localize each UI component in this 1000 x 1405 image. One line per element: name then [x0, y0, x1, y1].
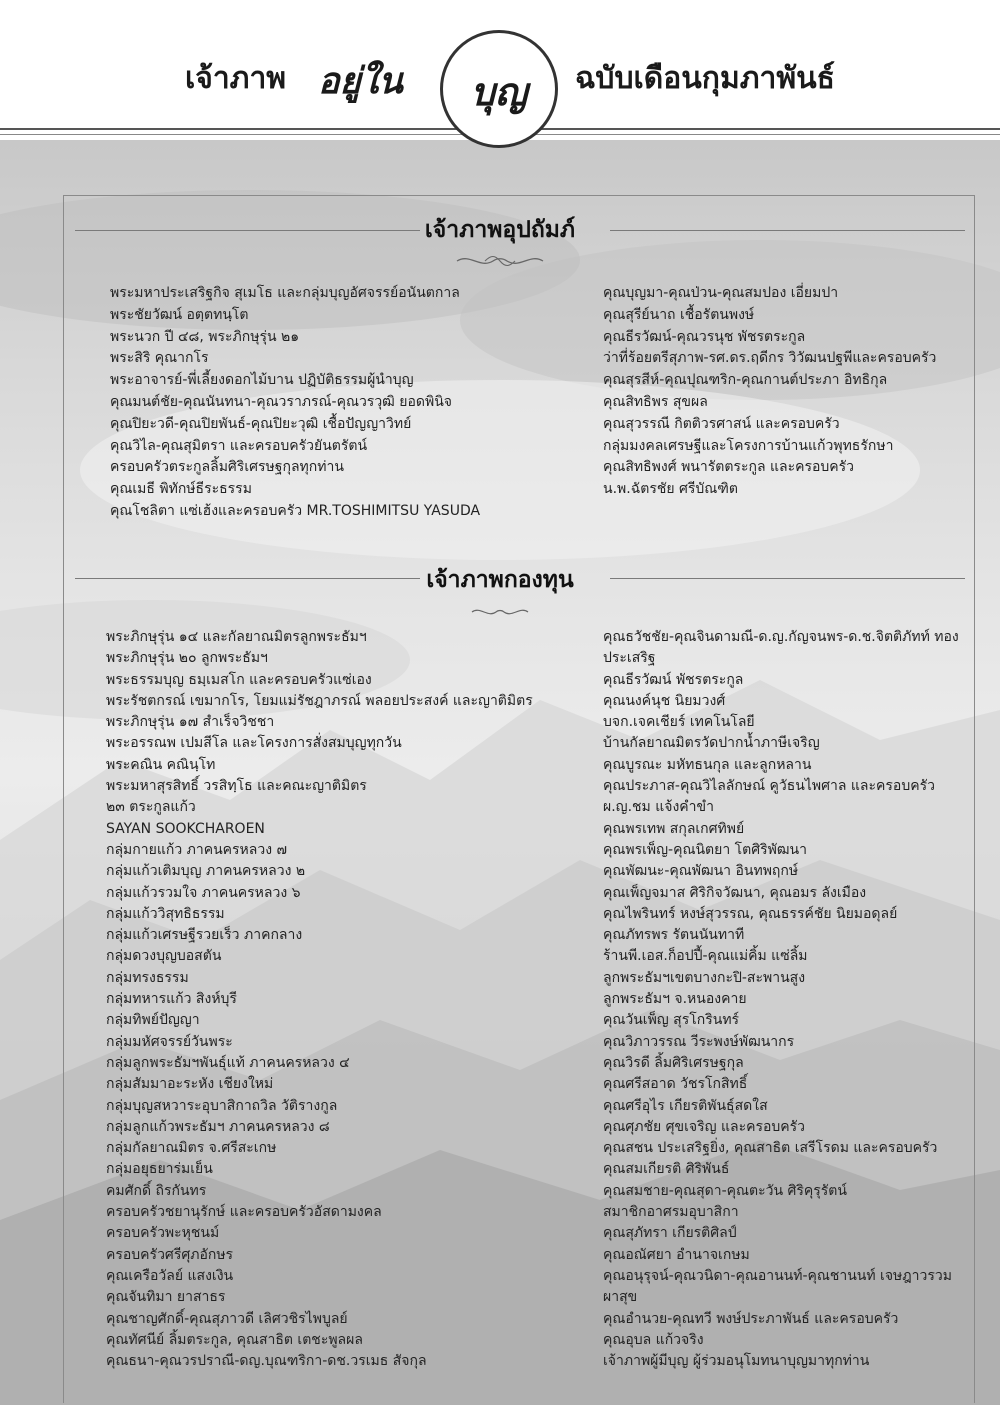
logo-text-left: อยู่ใน: [318, 60, 403, 102]
list-item: ครอบครัวพะหุชนม์: [106, 1225, 220, 1242]
list-item: คุณจันทิมา ยาสาธร: [106, 1289, 226, 1306]
list-item: คุณสมชาย-คุณสุดา-คุณตะวัน ศิริคุรุรัตน์: [603, 1182, 847, 1199]
ornament-divider-icon: [470, 605, 530, 619]
section-title-fund-sponsors: เจ้าภาพกองทุน: [426, 567, 574, 593]
list-item: กลุ่มสัมมาอะระหัง เชียงใหม่: [106, 1076, 274, 1093]
list-item: คุณอณัศยา อำนาจเกษม: [603, 1246, 750, 1263]
list-item: คุณสุวรรณี กิตติวรศาสน์ และครอบครัว: [603, 415, 840, 432]
fund-list-left: [106, 627, 586, 1372]
logo-circle: [440, 30, 558, 148]
list-item: คุณศุภชัย ศุขเจริญ และครอบครัว: [603, 1118, 806, 1135]
list-item: ครอบครัวตระกูลลิ้มศิริเศรษฐกุลทุกท่าน: [110, 459, 344, 476]
list-item: กลุ่มทหารแก้ว สิงห์บุรี: [106, 991, 237, 1008]
list-item: กลุ่มอยุธยาร่มเย็น: [106, 1161, 213, 1178]
list-item: คุณอนุรุจน์-คุณวนิดา-คุณอานนท์-คุณชานนท์ เจษฎาวรวมผาสุข: [603, 1267, 952, 1306]
list-item: กลุ่มบุญสหวาระอุบาสิกาถวิล วัติรางกูล: [106, 1097, 338, 1114]
list-item: บจก.เจคเชียร์ เทคโนโลยี: [603, 714, 755, 731]
list-item: พระสิริ คุณากโร: [110, 350, 209, 367]
list-item: คุณวิภาวรรณ วีระพงษ์พัฒนากร: [603, 1033, 795, 1050]
list-item: คุณพรเพ็ญ-คุณนิตยา โตศิริพัฒนา: [603, 841, 807, 858]
list-item: คุณธีรวัฒน์-คุณวรนุช พัชรตระกูล: [603, 328, 806, 345]
header-left-title: เจ้าภาพ: [185, 61, 287, 96]
list-item: พระรัชตกรณ์ เขมากโร, โยมแม่รัชฎาภรณ์ พลอยประสงค์ และญาติมิตร: [106, 692, 533, 709]
list-item: บ้านกัลยาณมิตรวัดปากน้ำภาษีเจริญ: [603, 735, 820, 752]
list-item: คุณธีรวัฒน์ พัชรตระกูล: [603, 671, 744, 688]
list-item: สมาชิกอาศรมอุบาสิกา: [603, 1204, 739, 1221]
list-item: คุณวิรดี ลิ้มศิริเศรษฐกุล: [603, 1054, 744, 1071]
list-item: คุณสุภัทรา เกียรติศิลป์: [603, 1225, 737, 1242]
fund-list-right: [603, 627, 971, 1372]
list-item: คุณวิไล-คุณสุมิตรา และครอบครัวยันตรัตน์: [110, 437, 368, 454]
list-item: พระคณิน คณินฺโท: [106, 756, 216, 773]
list-item: คุณวันเพ็ญ สุรโกรินทร์: [603, 1012, 740, 1029]
list-item: คุณทัศนีย์ ลิ้มตระกูล, คุณสาธิต เตชะพูลผล: [106, 1331, 363, 1348]
list-item: คุณเครือวัลย์ แสงเงิน: [106, 1267, 234, 1284]
list-item: คุณบุญมา-คุณป่วน-คุณสมปอง เอี่ยมปา: [603, 285, 839, 301]
list-item: ๒๓ ตระกูลแก้ว: [106, 799, 196, 816]
list-item: น.พ.ฉัตรชัย ศรีบัณฑิต: [603, 481, 738, 498]
list-item: เจ้าภาพผู้มีบุญ ผู้ร่วมอนุโมทนาบุญมาทุกท่าน: [603, 1353, 870, 1370]
list-item: คุณสมเกียรติ ศิริพันธ์: [603, 1161, 730, 1178]
list-item: กลุ่มทรงธรรม: [106, 969, 189, 986]
list-item: ลูกพระธัมฯ จ.หนองคาย: [603, 991, 747, 1008]
list-item: คุณมนต์ชัย-คุณนันทนา-คุณวราภรณ์-คุณวรวุฒิ ยอดพินิจ: [110, 393, 452, 410]
list-item: คุณชาญศักดิ์-คุณสุภาวดี เลิศวชิรไพบูลย์: [106, 1310, 348, 1327]
list-item: คุณบูรณะ มหัทธนกุล และลูกหลาน: [603, 756, 812, 773]
list-item: คุณภัทรพร รัตนนันทาที: [603, 927, 745, 944]
sponsor-list-right: [603, 283, 973, 501]
list-item: คุณอำนวย-คุณทวี พงษ์ประภาพันธ์ และครอบครัว: [603, 1310, 899, 1327]
list-item: พระภิกษุรุ่น ๒๐ ลูกพระธัมฯ: [106, 650, 268, 667]
list-item: คุณสุรสีห์-คุณปุณฑริก-คุณกานต์ประภา อิทธิกุล: [603, 372, 888, 389]
header-right-title: ฉบับเดือนกุมภาพันธ์: [575, 61, 835, 96]
ornament-divider-icon: [455, 252, 545, 270]
list-item: คุณพัฒนะ-คุณพัฒนา อินทพฤกษ์: [603, 863, 799, 880]
list-item: คุณสชน ประเสริฐยิ่ง, คุณสาธิต เสรีโรดม และครอบครัว: [603, 1140, 938, 1157]
list-item: ครอบครัวศรีศุภอักษร: [106, 1246, 234, 1263]
list-item: คุณเมธี พิทักษ์ธีระธรรม: [110, 481, 252, 498]
list-item: คุณพรเทพ สกุลเกศทิพย์: [603, 820, 745, 837]
section-title-sponsors: เจ้าภาพอุปถัมภ์: [424, 217, 576, 243]
list-item: คุณอุบล แก้วจริง: [603, 1331, 704, 1348]
list-item: คุณไพรินทร์ หงษ์สุวรรณ, คุณธรรค์ชัย นิยมอดุลย์: [603, 905, 898, 922]
list-item: คุณศรีอุไร เกียรติพันธุ์สดใส: [603, 1097, 768, 1114]
list-item: SAYAN SOOKCHAROEN: [106, 820, 265, 837]
list-item: พระมหาสุรสิทธิ์ วรสิทฺโธ และคณะญาติมิตร: [106, 778, 367, 795]
list-item: พระภิกษุรุ่น ๑๗ สำเร็จวิชชา: [106, 714, 275, 731]
list-item: ร้านพี.เอส.ก็อปปี้-คุณแม่คิ้ม แซ่ลิ้ม: [603, 948, 808, 965]
list-item: กลุ่มมหัศจรรย์วันพระ: [106, 1033, 233, 1050]
list-item: พระธรรมบุญ ธมฺเมสโก และครอบครัวแซ่เอง: [106, 671, 372, 688]
list-item: ลูกพระธัมฯเขตบางกะปิ-สะพานสูง: [603, 969, 806, 986]
list-item: กลุ่มมงคลเศรษฐีและโครงการบ้านแก้วพุทธรักษา: [603, 437, 894, 454]
list-item: พระมหาประเสริฐกิจ สุเมโธ และกลุ่มบุญอัศจรรย์อนันตกาล: [110, 285, 460, 301]
sponsor-list-left: [110, 283, 580, 523]
list-item: ผ.ญ.ชม แจ้งคำขำ: [603, 799, 714, 816]
list-item: คุณเพ็ญจมาส ศิริกิจวัฒนา, คุณอมร ลังเมือง: [603, 884, 867, 901]
list-item: กลุ่มลูกพระธัมฯพันธุ์แท้ ภาคนครหลวง ๔: [106, 1054, 350, 1071]
list-item: คุณธนา-คุณวรปราณี-ดญ.บุณฑริกา-ดช.วรเมธ สัจกุล: [106, 1353, 427, 1370]
list-item: คุณนงค์นุช นิยมวงศ์: [603, 692, 726, 709]
list-item: ครอบครัวชยานุรักษ์ และครอบครัวอัสดามงคล: [106, 1204, 382, 1221]
list-item: พระภิกษุรุ่น ๑๔ และกัลยาณมิตรลูกพระธัมฯ: [106, 629, 367, 645]
list-item: คมศักดิ์ ถิรกันทร: [106, 1182, 207, 1199]
list-item: คุณโชลิตา แซ่เฮ้งและครอบครัว MR.TOSHIMITSU YASUDA: [110, 502, 481, 519]
list-item: ว่าที่ร้อยตรีสุภาพ-รศ.ดร.ฤดีกร วิวัฒนปฐพีและครอบครัว: [603, 350, 937, 367]
list-item: กลุ่มแก้วรวมใจ ภาคนครหลวง ๖: [106, 884, 301, 901]
list-item: คุณปิยะวดี-คุณปิยพันธ์-คุณปิยะวุฒิ เชื้อปัญญาวิทย์: [110, 415, 412, 432]
list-item: คุณประภาส-คุณวิไลลักษณ์ คูวัธนไพศาล และครอบครัว: [603, 778, 935, 795]
list-item: กลุ่มดวงบุญบอสตัน: [106, 948, 222, 965]
list-item: กลุ่มกัลยาณมิตร จ.ศรีสะเกษ: [106, 1140, 277, 1157]
list-item: คุณศรีสอาด วัชรโกสิทธิ์: [603, 1076, 748, 1093]
logo-text-right: บุญ: [470, 69, 528, 114]
list-item: กลุ่มแก้ววิสุทธิธรรม: [106, 905, 225, 922]
list-item: กลุ่มแก้วเศรษฐีรวยเร็ว ภาคกลาง: [106, 927, 303, 944]
list-item: คุณธวัชชัย-คุณจินดามณี-ด.ญ.กัญจนพร-ด.ช.จิตติภัทท์ ทอง ประเสริฐ: [603, 629, 959, 667]
list-item: คุณสุรีย์นาถ เชื้อรัตนพงษ์: [603, 306, 755, 323]
list-item: กลุ่มลูกแก้วพระธัมฯ ภาคนครหลวง ๘: [106, 1118, 330, 1135]
list-item: พระอาจารย์-พี่เลี้ยงดอกไม้บาน ปฏิบัติธรรมผู้นำบุญ: [110, 372, 414, 389]
list-item: คุณสิทธิพงศ์ พนารัตตระกูล และครอบครัว: [603, 459, 855, 476]
list-item: กลุ่มกายแก้ว ภาคนครหลวง ๗: [106, 841, 288, 858]
list-item: พระนวก ปี ๔๘, พระภิกษุรุ่น ๒๑: [110, 328, 300, 345]
list-item: กลุ่มแก้วเติมบุญ ภาคนครหลวง ๒: [106, 863, 306, 880]
list-item: พระอรรณพ เปมสีโล และโครงการสั่งสมบุญทุกวัน: [106, 735, 402, 752]
list-item: กลุ่มทิพย์ปัญญา: [106, 1012, 200, 1029]
list-item: คุณสิทธิพร สุขผล: [603, 393, 708, 410]
list-item: พระชัยวัฒน์ อตฺตทนฺโต: [110, 306, 249, 323]
